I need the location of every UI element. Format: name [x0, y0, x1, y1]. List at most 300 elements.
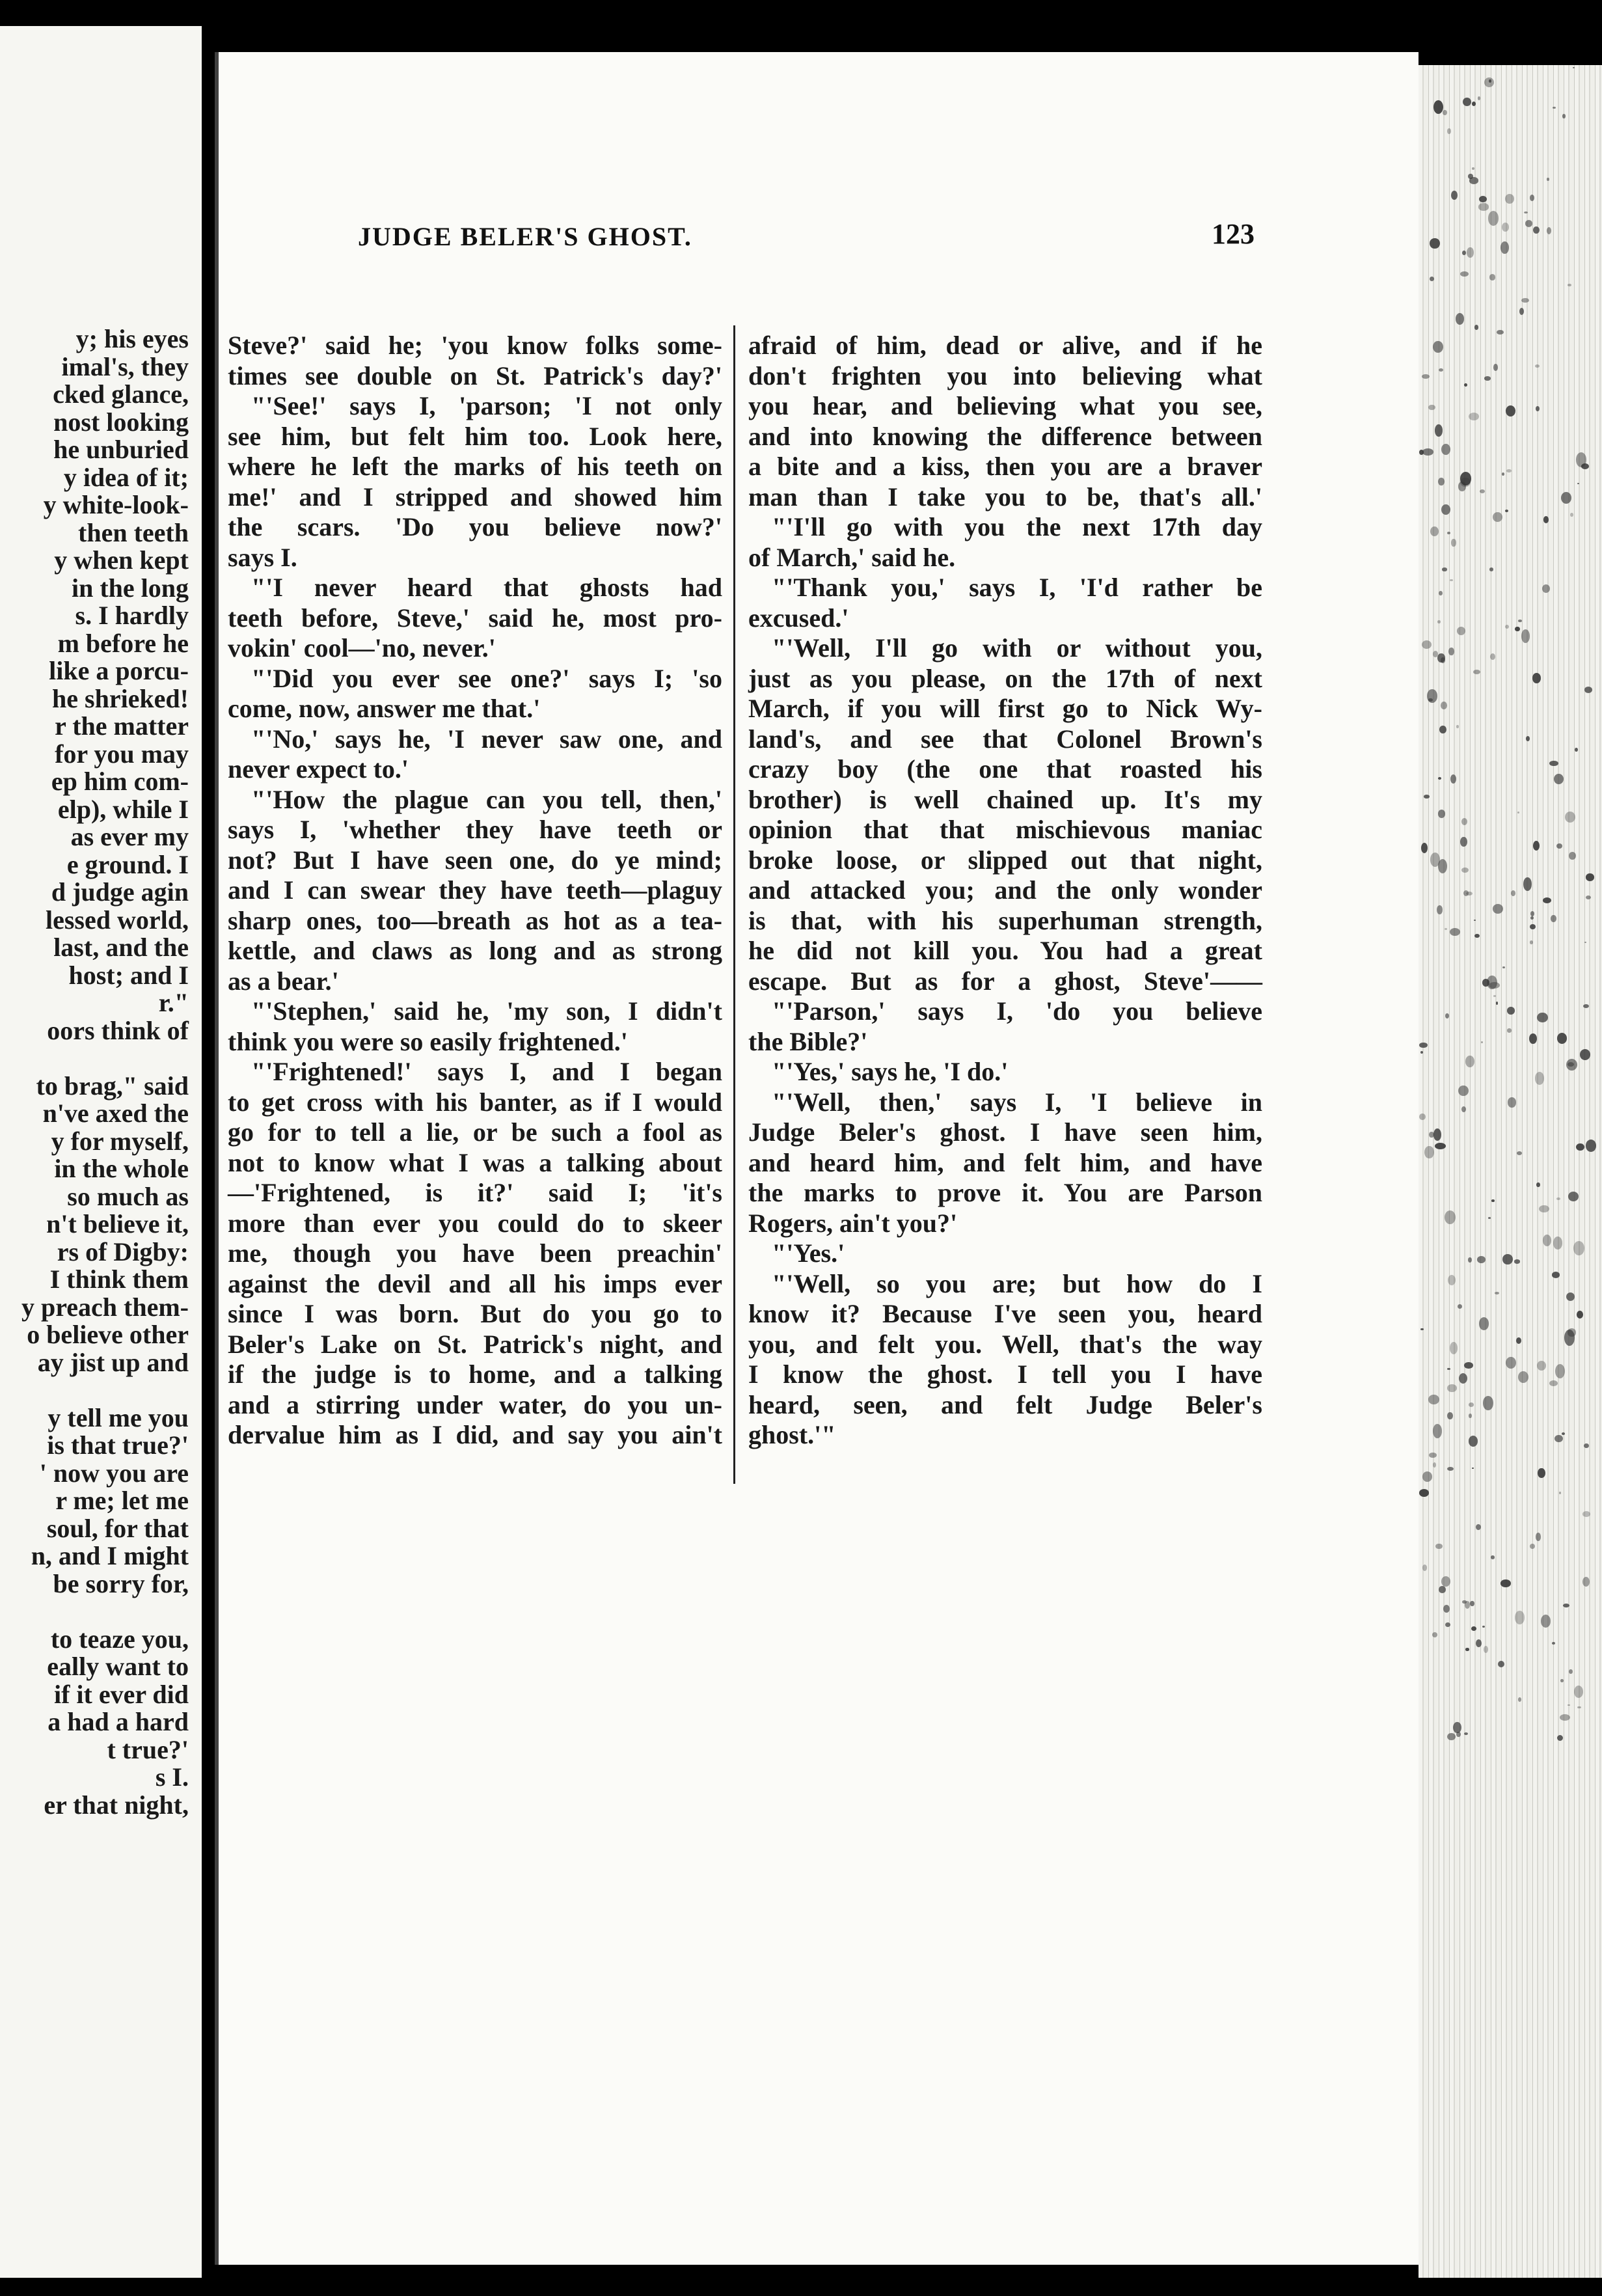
- fore-edge-speck: [1543, 1235, 1551, 1246]
- fore-edge-speck: [1484, 77, 1494, 88]
- left-page-line: y white-look-: [43, 490, 189, 519]
- fore-edge-speck: [1435, 1143, 1446, 1149]
- text-line: man than I take you to be, that's all.': [748, 482, 1262, 512]
- text-line: escape. But as for a ghost, Steve'——: [748, 966, 1262, 996]
- page-number: 123: [1212, 218, 1255, 250]
- fore-edge-speck: [1569, 1669, 1573, 1674]
- fore-edge-speck: [1442, 567, 1446, 571]
- fore-edge-speck: [1519, 308, 1524, 315]
- fore-edge-speck: [1433, 1424, 1442, 1438]
- fore-edge-speck: [1443, 110, 1447, 115]
- fore-edge-speck: [1447, 532, 1450, 534]
- fore-edge-speck: [1568, 1704, 1570, 1706]
- text-line: never expect to.': [228, 754, 409, 784]
- fore-edge-speck: [1473, 670, 1480, 674]
- left-page-line: he unburied: [53, 435, 189, 464]
- text-line: since I was born. But do you go to: [228, 1299, 722, 1328]
- fore-edge-speck: [1505, 510, 1508, 512]
- fore-edge-speck: [1437, 905, 1443, 914]
- fore-edge-speck: [1574, 1686, 1583, 1698]
- fore-edge-speck: [1461, 868, 1469, 873]
- fore-edge-speck: [1517, 812, 1519, 813]
- fore-edge-speck: [1461, 818, 1467, 825]
- left-page-line: y preach them-: [21, 1292, 189, 1322]
- text-line: go for to tell a lie, or be such a fool as: [228, 1117, 722, 1147]
- fore-edge-speck: [1476, 1639, 1482, 1647]
- fore-edge-speck: [1422, 374, 1430, 379]
- fore-edge-speck: [1577, 483, 1579, 484]
- fore-edge-speck: [1421, 843, 1428, 853]
- fore-edge-speck: [1566, 1059, 1577, 1071]
- fore-edge-speck: [1549, 1380, 1558, 1386]
- text-line: "'Thank you,' says I, 'I'd rather be: [772, 573, 1262, 602]
- fore-edge-speck: [1569, 852, 1576, 860]
- text-line: of March,' said he.: [748, 542, 956, 572]
- fore-edge-speck: [1515, 1611, 1525, 1624]
- text-line: and heard him, and felt him, and have: [748, 1147, 1262, 1177]
- fore-edge-speck: [1570, 513, 1573, 517]
- fore-edge-speck: [1532, 673, 1541, 683]
- fore-edge-speck: [1458, 482, 1466, 491]
- fore-edge-speck: [1508, 1097, 1516, 1107]
- fore-edge-speck: [1523, 877, 1532, 892]
- fore-edge-speck: [1459, 1373, 1467, 1384]
- fore-edge-speck: [1441, 1576, 1451, 1587]
- fore-edge-speck: [1568, 1328, 1576, 1336]
- fore-edge-speck: [1563, 1604, 1569, 1607]
- fore-edge-speck: [1458, 1304, 1462, 1309]
- fore-edge-speck: [1441, 444, 1450, 455]
- text-line: "'Well, so you are; but how do I: [772, 1268, 1262, 1298]
- fore-edge-speck: [1464, 1732, 1468, 1735]
- left-page-line: d judge agin: [51, 877, 189, 907]
- text-line: just as you please, on the 17th of next: [748, 663, 1262, 693]
- fore-edge-speck: [1438, 810, 1445, 817]
- fore-edge-speck: [1447, 1384, 1457, 1391]
- fore-edge-speck: [1500, 1579, 1511, 1587]
- fore-edge-speck: [1583, 1004, 1589, 1008]
- left-page-line: s. I hardly: [75, 601, 189, 630]
- fore-edge-speck: [1582, 1577, 1590, 1587]
- left-page-line: ' now you are: [39, 1458, 189, 1488]
- fore-edge-speck: [1479, 196, 1487, 202]
- fore-edge-speck: [1586, 873, 1594, 881]
- text-line: says I.: [228, 542, 297, 572]
- fore-edge-speck: [1541, 1615, 1551, 1628]
- left-page-line: so much as: [67, 1181, 189, 1211]
- fore-edge-speck: [1483, 1396, 1493, 1410]
- fore-edge-speck: [1565, 812, 1575, 823]
- fore-edge-speck: [1573, 67, 1575, 69]
- fore-edge-speck: [1500, 241, 1509, 254]
- text-line: "'Parson,' says I, 'do you believe: [772, 996, 1262, 1026]
- text-line: —'Frightened, is it?' said I; 'it's: [228, 1178, 722, 1207]
- fore-edge-speck: [1450, 1342, 1458, 1354]
- fore-edge-speck: [1445, 1622, 1450, 1627]
- fore-edge-speck: [1511, 890, 1515, 896]
- fore-edge-speck: [1502, 966, 1505, 968]
- left-page-line: soul, for that: [46, 1513, 189, 1543]
- left-page-line: y idea of it;: [63, 462, 189, 492]
- fore-edge-speck: [1488, 211, 1499, 226]
- fore-edge-speck: [1439, 591, 1443, 595]
- fore-edge-speck: [1424, 1146, 1433, 1158]
- fore-edge-speck: [1560, 1714, 1570, 1721]
- left-page-line: if it ever did: [53, 1679, 189, 1709]
- fore-edge-speck: [1514, 1259, 1521, 1263]
- fore-edge-speck: [1428, 405, 1435, 411]
- left-page-line: nost looking: [53, 407, 189, 437]
- fore-edge-speck: [1472, 1468, 1474, 1469]
- book-fore-edge: [1419, 65, 1602, 2278]
- fore-edge-speck: [1581, 463, 1589, 469]
- text-line: March, if you will first go to Nick Wy-: [748, 694, 1262, 723]
- left-page-line: lessed world,: [46, 905, 189, 935]
- fore-edge-speck: [1433, 1128, 1441, 1140]
- fore-edge-speck: [1518, 620, 1521, 622]
- text-line: me!' and I stripped and showed him: [228, 482, 722, 512]
- left-page-line: s I.: [155, 1762, 189, 1792]
- fore-edge-speck: [1453, 1722, 1461, 1734]
- text-line: come, now, answer me that.': [228, 694, 541, 723]
- text-line: Rogers, ain't you?': [748, 1208, 958, 1238]
- text-line: brother) is well chained up. It's my: [748, 784, 1262, 814]
- fore-edge-speck: [1505, 194, 1514, 204]
- fore-edge-speck: [1554, 774, 1564, 785]
- fore-edge-speck: [1507, 1028, 1512, 1032]
- text-line: not to know what I was a talking about: [228, 1147, 722, 1177]
- text-line: excused.': [748, 603, 849, 633]
- fore-edge-speck: [1456, 313, 1464, 325]
- text-line: know it? Because I've seen you, heard: [748, 1299, 1262, 1328]
- fore-edge-speck: [1530, 1544, 1535, 1549]
- fore-edge-speck: [1507, 1007, 1515, 1015]
- text-line: you, and felt you. Well, that's the way: [748, 1329, 1262, 1359]
- fore-edge-speck: [1447, 1467, 1454, 1471]
- fore-edge-speck: [1493, 364, 1498, 371]
- fore-edge-speck: [1557, 1735, 1563, 1741]
- fore-edge-speck: [1433, 1462, 1436, 1468]
- fore-edge-speck: [1419, 450, 1424, 455]
- fore-edge-speck: [1435, 1544, 1442, 1549]
- fore-edge-speck: [1555, 1364, 1565, 1378]
- fore-edge-speck: [1577, 1311, 1584, 1319]
- fore-edge-speck: [1474, 325, 1478, 329]
- fore-edge-speck: [1441, 702, 1447, 709]
- fore-edge-speck: [1506, 469, 1512, 473]
- fore-edge-speck: [1536, 1533, 1541, 1541]
- text-line: ghost.'": [748, 1420, 836, 1449]
- left-page-line: to teaze you,: [50, 1624, 189, 1654]
- text-line: not? But I have seen one, do ye mind;: [228, 845, 722, 875]
- fore-edge-speck: [1441, 504, 1450, 515]
- text-line: heard, seen, and felt Judge Beler's: [748, 1389, 1262, 1419]
- fore-edge-speck: [1468, 174, 1473, 179]
- fore-edge-speck: [1469, 1414, 1472, 1418]
- text-line: against the devil and all his imps ever: [228, 1268, 722, 1298]
- left-page-line: n't believe it,: [46, 1209, 189, 1238]
- fore-edge-speck: [1464, 383, 1467, 387]
- text-line: vokin' cool—'no, never.': [228, 633, 496, 663]
- fore-edge-speck: [1465, 1648, 1469, 1650]
- text-line: see him, but felt him too. Look here,: [228, 421, 722, 451]
- fore-edge-speck: [1584, 687, 1592, 693]
- text-line: "'Frightened!' says I, and I began: [251, 1057, 722, 1086]
- fore-edge-speck: [1470, 1601, 1474, 1606]
- fore-edge-speck: [1460, 271, 1469, 277]
- left-page-line: y when kept: [54, 545, 189, 575]
- fore-edge-speck: [1568, 1192, 1579, 1201]
- fore-edge-speck: [1491, 1199, 1494, 1202]
- fore-edge-speck: [1562, 1432, 1565, 1435]
- fore-edge-speck: [1580, 1049, 1591, 1060]
- fore-edge-speck: [1560, 1679, 1563, 1682]
- text-line: he did not kill you. You had a great: [748, 936, 1262, 965]
- text-line: more than ever you could do to skeer: [228, 1208, 722, 1238]
- fore-edge-speck: [1556, 1197, 1560, 1200]
- left-page-line: elp), while I: [57, 794, 189, 824]
- fore-edge-speck: [1525, 220, 1532, 227]
- left-page-line: ep him com-: [51, 767, 189, 796]
- fore-edge-speck: [1428, 698, 1433, 702]
- fore-edge-speck: [1467, 247, 1473, 258]
- fore-edge-speck: [1447, 1733, 1455, 1740]
- text-line: land's, and see that Colonel Brown's: [748, 724, 1262, 754]
- fore-edge-speck: [1536, 406, 1540, 411]
- fore-edge-speck: [1493, 995, 1495, 998]
- text-line: says I, 'whether they have teeth or: [228, 815, 722, 844]
- fore-edge-speck: [1437, 620, 1441, 623]
- left-page-line: a had a hard: [48, 1707, 189, 1736]
- fore-edge-speck: [1476, 1524, 1481, 1530]
- fore-edge-speck: [1496, 1002, 1499, 1005]
- text-line: crazy boy (the one that roasted his: [748, 754, 1262, 784]
- left-page-line: r me; let me: [55, 1486, 189, 1515]
- text-column-right: [748, 331, 1262, 1451]
- fore-edge-speck: [1562, 114, 1566, 118]
- text-line: "'Well, then,' says I, 'I believe in: [772, 1087, 1262, 1117]
- fore-edge-speck: [1474, 934, 1480, 938]
- left-page-line: oors think of: [47, 1015, 189, 1045]
- fore-edge-speck: [1493, 512, 1502, 522]
- fore-edge-speck: [1553, 107, 1556, 109]
- fore-edge-speck: [1559, 1492, 1561, 1494]
- fore-edge-speck: [1573, 1241, 1584, 1256]
- text-line: the marks to prove it. You are Parson: [748, 1178, 1262, 1207]
- left-page-line: be sorry for,: [53, 1568, 189, 1598]
- fore-edge-speck: [1493, 904, 1503, 914]
- left-page-line: m before he: [57, 628, 189, 658]
- fore-edge-speck: [1497, 330, 1504, 335]
- text-line: where he left the marks of his teeth on: [228, 452, 722, 481]
- text-line: if the judge is to home, and a talking: [228, 1360, 722, 1389]
- fore-edge-speck: [1447, 1368, 1450, 1370]
- text-line: teeth before, Steve,' said he, most pro-: [228, 603, 722, 633]
- fore-edge-speck: [1430, 238, 1439, 249]
- left-page-line: [0, 1598, 189, 1626]
- fore-edge-speck: [1552, 1272, 1560, 1278]
- fore-edge-speck: [1542, 584, 1551, 594]
- fore-edge-speck: [1533, 226, 1540, 234]
- fore-edge-speck: [1538, 1468, 1545, 1478]
- fore-edge-speck: [1517, 1151, 1523, 1155]
- fore-edge-speck: [1495, 1292, 1499, 1294]
- text-line: think you were so easily frightened.': [228, 1026, 628, 1056]
- text-column-left: [228, 331, 722, 1451]
- fore-edge-speck: [1480, 489, 1485, 493]
- left-page-line: t true?': [107, 1734, 189, 1764]
- fore-edge-speck: [1441, 657, 1445, 663]
- fore-edge-speck: [1576, 1143, 1584, 1151]
- left-page-line: then teeth: [78, 517, 189, 547]
- text-line: and I can swear they have teeth—plaguy: [228, 875, 722, 905]
- fore-edge-speck: [1430, 526, 1439, 536]
- fore-edge-speck: [1530, 924, 1536, 929]
- left-page-line: imal's, they: [61, 351, 189, 381]
- fore-edge-speck: [1448, 648, 1454, 655]
- fore-edge-speck: [1450, 579, 1452, 581]
- left-page-line: e ground. I: [66, 849, 189, 879]
- left-page-line: host; and I: [68, 960, 189, 990]
- left-page-line: cked glance,: [53, 379, 189, 409]
- fore-edge-speck: [1547, 178, 1549, 181]
- fore-edge-speck: [1428, 1395, 1439, 1404]
- left-page-line: o believe other: [27, 1320, 189, 1349]
- fore-edge-speck: [1433, 341, 1443, 353]
- fore-edge-speck: [1439, 368, 1443, 372]
- fore-edge-speck: [1469, 1436, 1478, 1447]
- left-page-line: rs of Digby:: [57, 1237, 189, 1266]
- fore-edge-speck: [1505, 625, 1510, 629]
- fore-edge-speck: [1439, 1586, 1445, 1593]
- fore-edge-speck: [1530, 911, 1534, 916]
- text-line: I know the ghost. I tell you I have: [748, 1360, 1262, 1389]
- left-page-line: to brag," said: [36, 1071, 189, 1100]
- text-line: Steve?' said he; 'you know folks some-: [228, 331, 722, 360]
- fore-edge-speck: [1451, 539, 1456, 546]
- fore-edge-speck: [1502, 1254, 1512, 1264]
- fore-edge-speck: [1432, 1632, 1437, 1637]
- fore-edge-speck: [1469, 1402, 1474, 1407]
- fore-edge-speck: [1518, 1697, 1521, 1701]
- fore-edge-speck: [1472, 167, 1475, 170]
- text-line: "'I never heard that ghosts had: [251, 573, 722, 602]
- text-line: broke loose, or slipped out that night,: [748, 845, 1262, 875]
- fore-edge-speck: [1506, 405, 1515, 417]
- left-page-line: y for myself,: [51, 1126, 189, 1156]
- fore-edge-speck: [1461, 1106, 1466, 1112]
- text-line: me, though you have been preachin': [228, 1238, 722, 1268]
- fore-edge-speck: [1451, 191, 1458, 200]
- fore-edge-speck: [1537, 1361, 1546, 1370]
- fore-edge-speck: [1521, 298, 1528, 303]
- text-line: to get cross with his banter, as if I would: [228, 1087, 722, 1117]
- left-page-line: [0, 1045, 189, 1073]
- fore-edge-speck: [1447, 1412, 1452, 1420]
- text-line: "'Did you ever see one?' says I; 'so: [251, 663, 722, 693]
- fore-edge-speck: [1582, 1511, 1590, 1517]
- fore-edge-speck: [1547, 227, 1551, 234]
- fore-edge-speck: [1419, 1489, 1429, 1497]
- fore-edge-speck: [1419, 1114, 1426, 1120]
- fore-edge-speck: [1561, 492, 1571, 504]
- fore-edge-speck: [1586, 1140, 1596, 1151]
- fore-edge-speck: [1575, 748, 1577, 752]
- text-line: is that, with his superhuman strength,: [748, 905, 1262, 935]
- fore-edge-speck: [1438, 478, 1445, 485]
- fore-edge-speck: [1584, 1443, 1589, 1449]
- fore-edge-speck: [1556, 843, 1562, 849]
- running-head: JUDGE BELER'S GHOST.: [358, 222, 692, 251]
- fore-edge-speck: [1420, 1051, 1423, 1054]
- left-page-line: for you may: [55, 739, 189, 769]
- fore-edge-speck: [1471, 1626, 1476, 1631]
- fore-edge-speck: [1535, 1072, 1545, 1085]
- fore-edge-speck: [1482, 1626, 1485, 1628]
- text-line: "'How the plague can you tell, then,': [251, 784, 722, 814]
- fore-edge-speck: [1489, 567, 1493, 571]
- left-page-line: as ever my: [70, 822, 189, 851]
- fore-edge-speck: [1484, 376, 1491, 380]
- fore-edge-speck: [1526, 736, 1530, 741]
- text-line: you hear, and believing what you see,: [748, 391, 1262, 420]
- fore-edge-speck: [1533, 841, 1540, 851]
- fore-edge-speck: [1553, 1237, 1562, 1249]
- fore-edge-speck: [1489, 274, 1496, 280]
- left-page-fragment: [0, 26, 202, 2278]
- fore-edge-speck: [1566, 1292, 1575, 1301]
- left-page-line: y tell me you: [48, 1402, 189, 1432]
- fore-edge-speck: [1568, 284, 1571, 286]
- fore-edge-speck: [1463, 98, 1471, 106]
- fore-edge-speck: [1584, 942, 1587, 943]
- fore-edge-speck: [1457, 627, 1465, 635]
- fore-edge-speck: [1458, 1086, 1468, 1096]
- fore-edge-speck: [1484, 1646, 1489, 1654]
- text-line: and into knowing the difference between: [748, 421, 1262, 451]
- fore-edge-speck: [1465, 1056, 1474, 1067]
- text-line: kettle, and claws as long and as strong: [228, 936, 722, 965]
- fore-edge-speck: [1524, 212, 1527, 213]
- text-line: Judge Beler's ghost. I have seen him,: [748, 1117, 1262, 1147]
- fore-edge-speck: [1481, 1041, 1483, 1043]
- fore-edge-speck: [1502, 223, 1509, 232]
- fore-edge-speck: [1549, 761, 1558, 767]
- text-line: and a stirring under water, do you un-: [228, 1389, 722, 1419]
- fore-edge-speck: [1445, 928, 1447, 930]
- fore-edge-speck: [1450, 928, 1460, 936]
- text-line: the scars. 'Do you believe now?': [228, 512, 722, 541]
- fore-edge-speck: [1530, 195, 1534, 201]
- fore-edge-speck: [1424, 795, 1430, 799]
- fore-edge-speck: [1472, 102, 1476, 106]
- text-line: "'I'll go with you the next 17th day: [772, 512, 1262, 541]
- fore-edge-speck: [1498, 1661, 1504, 1667]
- fore-edge-speck: [1438, 777, 1441, 780]
- fore-edge-speck: [1430, 277, 1433, 281]
- fore-edge-speck: [1474, 920, 1476, 921]
- fore-edge-speck: [1515, 627, 1520, 632]
- fore-edge-speck: [1521, 629, 1530, 642]
- fore-edge-speck: [1443, 1605, 1450, 1613]
- fore-edge-speck: [1530, 940, 1533, 944]
- left-page-line: in the long: [71, 573, 189, 603]
- fore-edge-speck: [1551, 915, 1556, 922]
- left-page-line: y; his eyes: [75, 324, 189, 353]
- fore-edge-speck: [1577, 1706, 1581, 1709]
- text-line: sharp ones, too—breath as hot as a tea-: [228, 905, 722, 935]
- fore-edge-speck: [1422, 640, 1432, 649]
